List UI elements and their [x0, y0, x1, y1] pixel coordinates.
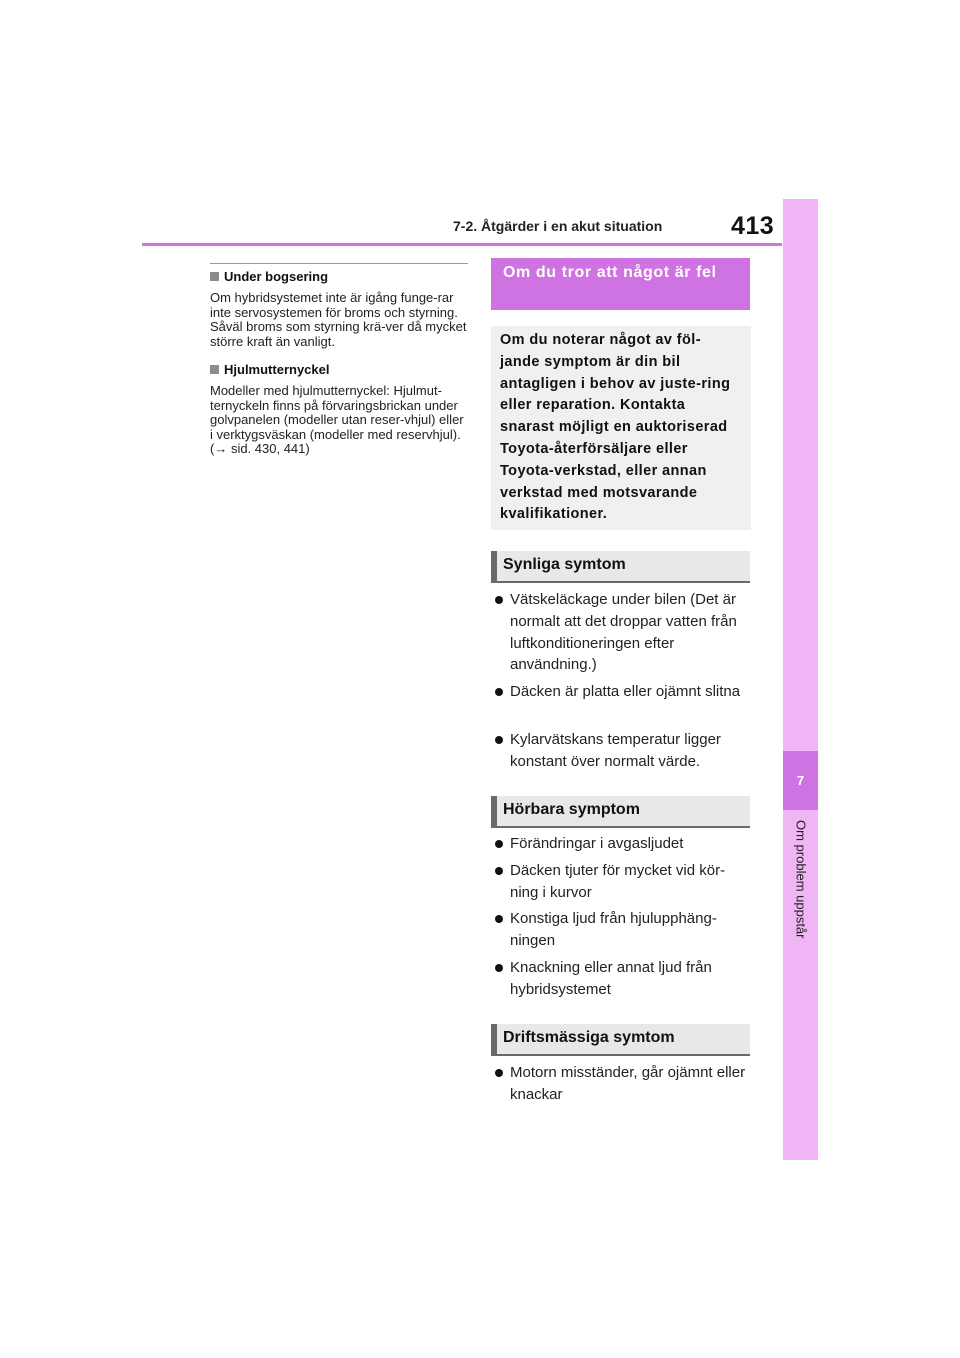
- bullet-dot-icon: [495, 964, 503, 972]
- bullet-dot-icon: [495, 596, 503, 604]
- list-item: Motorn misständer, går ojämnt eller knackar: [491, 1062, 753, 1106]
- subheader-driftsmassiga-symtom: Driftsmässiga symtom: [491, 1024, 750, 1056]
- header-rule: [142, 243, 782, 246]
- square-bullet-icon: [210, 272, 219, 281]
- list-item: Kylarvätskans temperatur ligger konstant över normalt värde.: [491, 729, 753, 773]
- section-banner-title: Om du tror att något är fel: [503, 264, 717, 281]
- intro-text: Om du noterar något av föl-jande symptom är din bil antagligen i behov av juste-ring eller reparation. Kontakta snarast möjligt en auktoriserad Toyota-återförsäljare eller Toyota-verkstad, eller annan verkstad med motsvarande kvalifikationer.: [500, 332, 731, 523]
- bullet-dot-icon: [495, 840, 503, 848]
- paragraph-under-bogsering: Om hybridsystemet inte är igång funge-rar inte servosystemen för broms och styrning. Såväl broms som styrning krä-ver då mycket större kraft än vanligt.: [210, 290, 467, 349]
- square-bullet-icon: [210, 365, 219, 374]
- list-item: Vätskeläckage under bilen (Det är normalt att det droppar vatten från luftkonditioneringen efter användning.): [491, 589, 753, 676]
- chapter-title-label: Om problem uppstår: [793, 820, 808, 939]
- paragraph-hjulmutternyckel: Modeller med hjulmutternyckel: Hjulmut-ternyckeln finns på förvaringsbrickan under golvpanelen (modeller utan reser-vhjul) eller i verktygsväskan (modeller med reservhjul). (→ sid. 430, 441): [210, 383, 464, 457]
- chapter-tab: [783, 199, 818, 1160]
- bullet-dot-icon: [495, 688, 503, 696]
- list-item: Förändringar i avgasljudet: [491, 833, 753, 855]
- left-divider: [210, 263, 468, 264]
- list-item: Däcken är platta eller ojämnt slitna: [491, 681, 753, 703]
- chapter-title: [783, 820, 818, 960]
- bullet-dot-icon: [495, 867, 503, 875]
- intro-box: [491, 326, 751, 530]
- bullet-dot-icon: [495, 736, 503, 744]
- bullet-dot-icon: [495, 915, 503, 923]
- heading-hjulmutternyckel: Hjulmutternyckel: [210, 362, 329, 377]
- list-item: Konstiga ljud från hjulupphäng-ningen: [491, 908, 753, 952]
- list-item: Knackning eller annat ljud från hybridsystemet: [491, 957, 753, 1001]
- chapter-number: 7: [783, 751, 818, 810]
- section-banner: [491, 258, 750, 310]
- list-item: Däcken tjuter för mycket vid kör-ning i kurvor: [491, 860, 753, 904]
- page-number: 413: [731, 212, 775, 240]
- subheader-horbara-symptom: Hörbara symptom: [491, 796, 750, 828]
- subheader-synliga-symtom: Synliga symtom: [491, 551, 750, 583]
- bullet-dot-icon: [495, 1069, 503, 1077]
- section-label: 7-2. Åtgärder i en akut situation: [453, 218, 663, 234]
- heading-under-bogsering: Under bogsering: [210, 269, 328, 284]
